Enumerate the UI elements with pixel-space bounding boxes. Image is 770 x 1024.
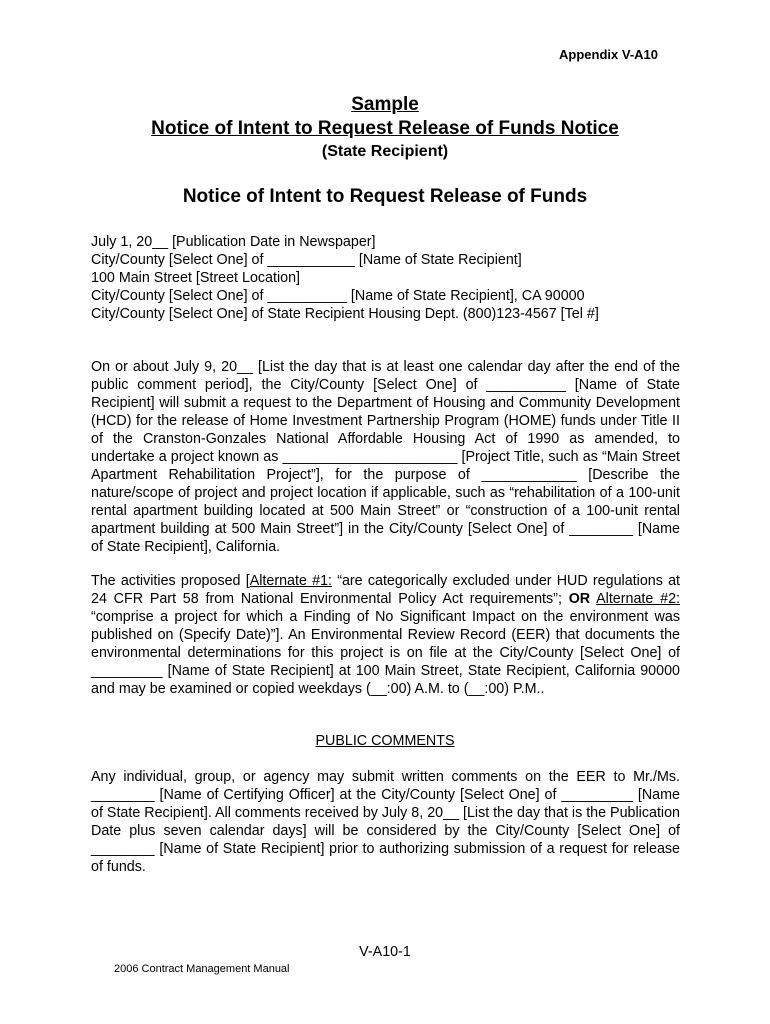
- header-line-city: City/County [Select One] of __________ [Name of State Recipient], CA 90000: [91, 288, 585, 304]
- manual-footer: 2006 Contract Management Manual: [114, 963, 290, 975]
- header-line-date: July 1, 20__ [Publication Date in Newspaper]: [91, 234, 376, 250]
- public-comments-heading-text: PUBLIC COMMENTS: [315, 733, 455, 749]
- sample-heading: Sample: [351, 94, 419, 115]
- header-line-street: 100 Main Street [Street Location]: [91, 270, 301, 286]
- main-title: Notice of Intent to Request Release of Funds: [182, 186, 588, 207]
- header-address-block: [91, 233, 680, 323]
- alternate-2-label: Alternate #2:: [596, 591, 680, 607]
- p2-text-4: “comprise a project for which a Finding of No Significant Impact on the environment was published on (Specify Date)”]. An Environmental Review Record (EER) that documents the environmental determinations for this project is on file at the City/County [Select One] of _________ [Name of State Recipient] at 100 Main Street, State Recipient, California 90000 and may be examined or copied weekdays (__:00) A.M. to (__:00) P.M..: [91, 609, 680, 697]
- p2-text-2: “are categorically excluded under HUD regulations at 24 CFR Part 58 from National Environmental Policy Act requirements”;: [91, 573, 680, 607]
- header-line-recipient: City/County [Select One] of ___________ [Name of State Recipient]: [91, 252, 522, 268]
- alternate-1-label: Alternate #1:: [249, 573, 332, 589]
- or-label: OR: [568, 591, 591, 607]
- public-comments-heading: [0, 733, 770, 749]
- paragraph-request-release: On or about July 9, 20__ [List the day that is at least one calendar day after the end of the public comment period], the City/County [Select One] of __________ [Name of State Recipient] will submit a request to the Department of Housing and Community Development (HCD) for the release of Home Investment Partnership Program (HOME) funds under Title II of the Cranston-Gonzales National Affordable Housing Act of 1990 as amended, to undertake a project known as ______________________ [Project Title, such as “Main Street Apartment Rehabilitation Project”], for the purpose of ____________ [Describe the nature/scope of project and project location if applicable, such as “rehabilitation of a 100-unit rental apartment building located at 500 Main Street” or “construction of a 100-unit rental apartment building at 500 Main Street”] in the City/County [Select One] of ________ [Name of State Recipient], California.: [91, 359, 680, 555]
- notice-title: Notice of Intent to Request Release of Funds Notice: [151, 118, 619, 139]
- paragraph-public-comments: Any individual, group, or agency may submit written comments on the EER to Mr./Ms. ________ [Name of Certifying Officer] at the City/County [Select One] of _________ [Name of State Recipient]. All comments received by July 8, 20__ [List the day that is the Publication Date plus seven calendar days] will be considered by the City/County [Select One] of ________ [Name of State Recipient] prior to authorizing submission of a request for release of funds.: [91, 769, 680, 875]
- header-line-phone: City/County [Select One] of State Recipient Housing Dept. (800)123-4567 [Tel #]: [91, 306, 599, 322]
- page-number: V-A10-1: [359, 944, 411, 960]
- p2-text-1: The activities proposed [: [91, 573, 250, 589]
- paragraph-activities: [91, 572, 680, 698]
- notice-subtitle: (State Recipient): [321, 143, 449, 160]
- appendix-label: Appendix V-A10: [559, 47, 658, 62]
